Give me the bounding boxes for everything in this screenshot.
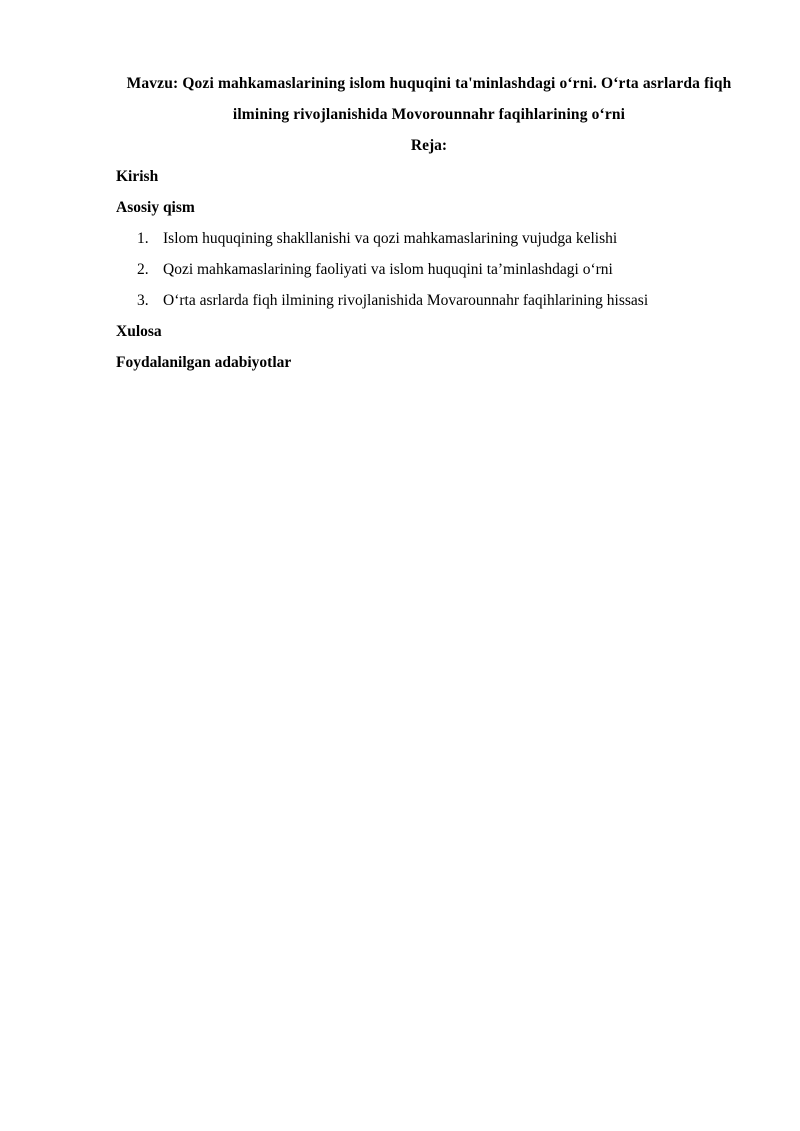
plan-list-item: Qozi mahkamaslarining faoliyati va islom huquqini ta’minlashdagi oʻrni [163,261,613,278]
document-title-line-2: asrlarda fiqh ilmining rivojlanishida Movorounnahr faqihlarining oʻrni [232,75,732,123]
plan-list-item: Oʻrta asrlarda fiqh ilmining rivojlanishida Movarounnahr faqihlarining hissasi [163,292,649,309]
section-heading-kirish: Kirish [116,168,159,185]
document-title-line-1: Mavzu: Qozi mahkamaslarining islom huquqini ta'minlashdagi oʻrni. Oʻrta [126,75,639,92]
section-heading-asosiy-qism: Asosiy qism [116,199,195,216]
plan-heading: Reja: [410,137,448,154]
section-heading-xulosa: Xulosa [116,323,162,340]
document-title [116,68,742,130]
plan-list [116,223,742,316]
plan-list-item: Islom huquqining shakllanishi va qozi mahkamaslarining vujudga kelishi [163,230,618,247]
section-heading-foydalanilgan-adabiyotlar: Foydalanilgan adabiyotlar [116,354,292,371]
document-content [116,68,742,378]
